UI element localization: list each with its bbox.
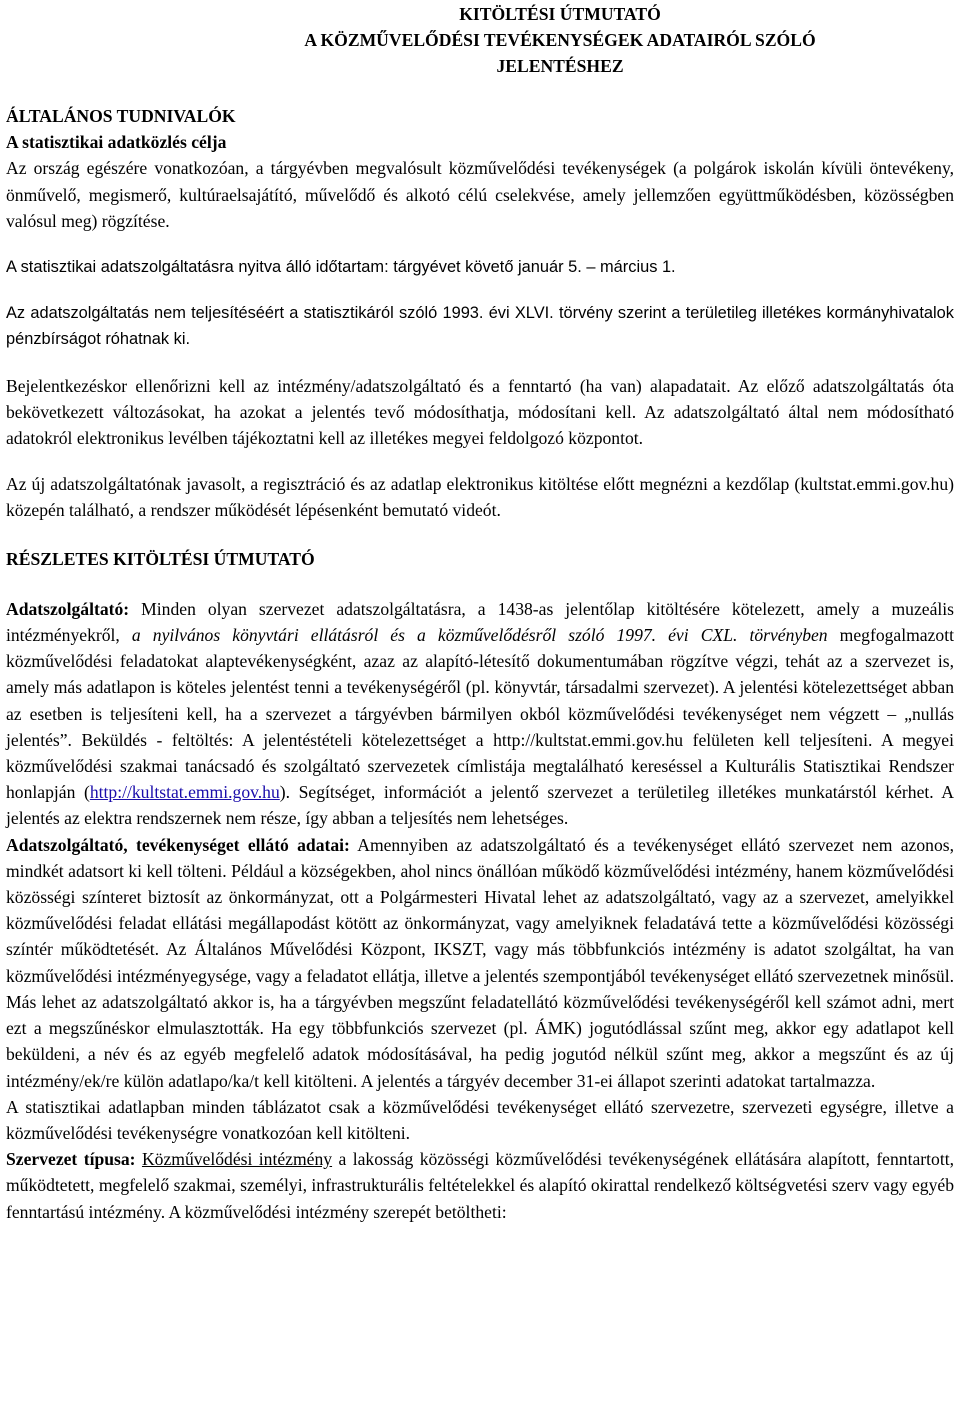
tables-paragraph: A statisztikai adatlapban minden táblázatot csak a közművelődési tevékenységet ellátó szervezetre, szervezeti egységre, illetve a közművelődési tevékenységre vonatkozóan kell kitölteni. [6,1096,954,1143]
type-term: Közművelődési intézmény [141,1149,333,1170]
login-paragraph: Bejelentkezéskor ellenőrizni kell az intézmény/adatszolgáltató és a fenntartó (ha van) alapadatait. Az előző adatszolgáltatás óta bekövetkezett változásokat, ha azokat a jelentés tevő módosíthatja, módosítani kell. Az adatszolgáltató által nem módosítható adatokról elektronikus levélben tájékoztatni kell az illetékes megyei feldolgozó központot. [6,375,954,449]
title-line-3: JELENTÉSHEZ [496,56,624,76]
provider-text-2: megfogalmazott közművelődési feladatokat alaptevékenységként, azaz az alapító-létesítő dokumentumában rögzítve végzi, tehát az a szervezet is, amely más adatlapon is köteles jelentést tenni a tevékenységéről (pl. könyvtár, társadalmi szervezet). A jelentési kötelezettséget abban az esetben is teljesíteni kell, ha a szervezet a tárgyévben bármilyen okból közművelődési tevékenységet nem végzett – „nullás jelentés”. Beküldés - feltöltés: A jelentéstételi kötelezettséget a http://kultstat.emmi.gov.hu felületen kell teljesíteni. A megyei közművelődési szakmai tanácsadó és szolgáltató szervezetek címlistája megtalálható kereséssel a Kulturális Statisztikai Rendszer honlapján ( [6,625,954,803]
provider-law: a nyilvános könyvtári ellátásról és a közművelődésről szóló 1997. évi CXL. törvényben [131,625,828,646]
type-text: a lakosság közösségi közművelődési tevékenységének ellátására alapított, fenntartott, működtetett, megfelelő szakmai, személyi, infrastrukturális feltételekkel és alapító okirattal rendelkező költségvetési szerv vagy egyéb fenntartású intézmény. A közművelődési intézmény szerepét betöltheti: [6,1149,954,1222]
kultstat-link[interactable]: http://kultstat.emmi.gov.hu [89,782,280,803]
type-paragraph [6,1146,954,1225]
detailed-heading: RÉSZLETES KITÖLTÉSI ÚTMUTATÓ [6,548,315,569]
type-label: Szervezet típusa: [6,1149,136,1170]
purpose-paragraph: Az ország egészére vonatkozóan, a tárgyévben megvalósult közművelődési tevékenységek (a polgárok iskolán kívüli öntevékeny, önművelő, megismerő, kultúraelsajátító, művelődő és alkotó célú cselekvése, amely jellemzően együttműködésben, közösségben valósul meg) rögzítése. [6,158,954,231]
provider-text-1: Minden olyan szervezet adatszolgáltatásra, a 1438-as jelentőlap kitöltésére kötelezett, amely a muzeális intézményekről, [6,598,954,646]
activity-paragraph [6,832,954,1094]
period-paragraph: A statisztikai adatszolgáltatásra nyitva álló időtartam: tárgyévet követő január 5. – március 1. [6,258,676,277]
provider-text-3: ). Segítséget, információt a jelentő szervezet a területileg illetékes munkatárstól kérhet. A jelentés az elektra rendszernek nem része, így abban a teljesítés nem lehetséges. [6,782,954,829]
provider-paragraph [6,596,954,832]
fine-paragraph: Az adatszolgáltatás nem teljesítéséért a statisztikáról szóló 1993. évi XLVI. törvény szerint a területileg illetékes kormányhivatalok pénzbírságot róhatnak ki. [6,304,954,349]
activity-text: Amennyiben az adatszolgáltató és a tevékenységet ellátó szervezet nem azonos, mindkét adatsort ki kell tölteni. Például a községekben, ahol nincs önállóan működő közművelődési intézmény, hanem közművelődési közösségi színteret biztosít az önkormányzat, ott a Polgármesteri Hivatal lehet az adatszolgáltató, vagy az a szervezet, amelyikkel közművelődési feladat ellátási megállapodást kötött az önkormányzat, vagy amelyiknek feladatává tette a közművelődési közösségi színtér működtetését. Az Általános Művelődési Központ, IKSZT, vagy más többfunkciós intézmény is adatot szolgáltat, ha van közművelődési intézményegysége, vagy a feladatot ellátja, illetve a jelentés szempontjából tevékenységet ellátó szervezetnek minősül. Más lehet az adatszolgáltató akkor is, ha a tárgyévben megszűnt feladatellátó közművelődési tevékenységéről kell számot adni, mert ezt a megszűnéskor elmulasztották. Ha egy többfunkciós szervezet (pl. ÁMK) jogutódlással szűnt meg, akkor egy adatlapot kell beküldeni, a név és az egyéb megfelelő adatok módosításával, ha pedig jogutód nélkül szűnt meg, akkor a megszűnt és az új intézmény/ek/re külön adatlapo/ka/t kell kitölteni. A jelentés a tárgyév december 31-ei állapot szerinti adatokat tartalmazza. [6,834,954,1091]
document-page [6,0,954,1225]
title-line-1: KITÖLTÉSI ÚTMUTATÓ [459,4,661,24]
activity-label: Adatszolgáltató, tevékenységet ellátó adatai: [6,834,350,855]
title-line-2: A KÖZMŰVELŐDÉSI TEVÉKENYSÉGEK ADATAIRÓL SZÓLÓ [304,30,816,50]
provider-label: Adatszolgáltató: [6,598,130,619]
purpose-subheading: A statisztikai adatközlés célja [6,132,227,153]
newcomer-paragraph: Az új adatszolgáltatónak javasolt, a regisztráció és az adatlap elektronikus kitöltése előtt megnézni a kezdőlap (kultstat.emmi.gov.hu) közepén található, a rendszer működését lépésenként bemutató videót. [6,474,954,521]
general-heading: ÁLTALÁNOS TUDNIVALÓK [6,106,236,126]
document-title [6,0,954,79]
